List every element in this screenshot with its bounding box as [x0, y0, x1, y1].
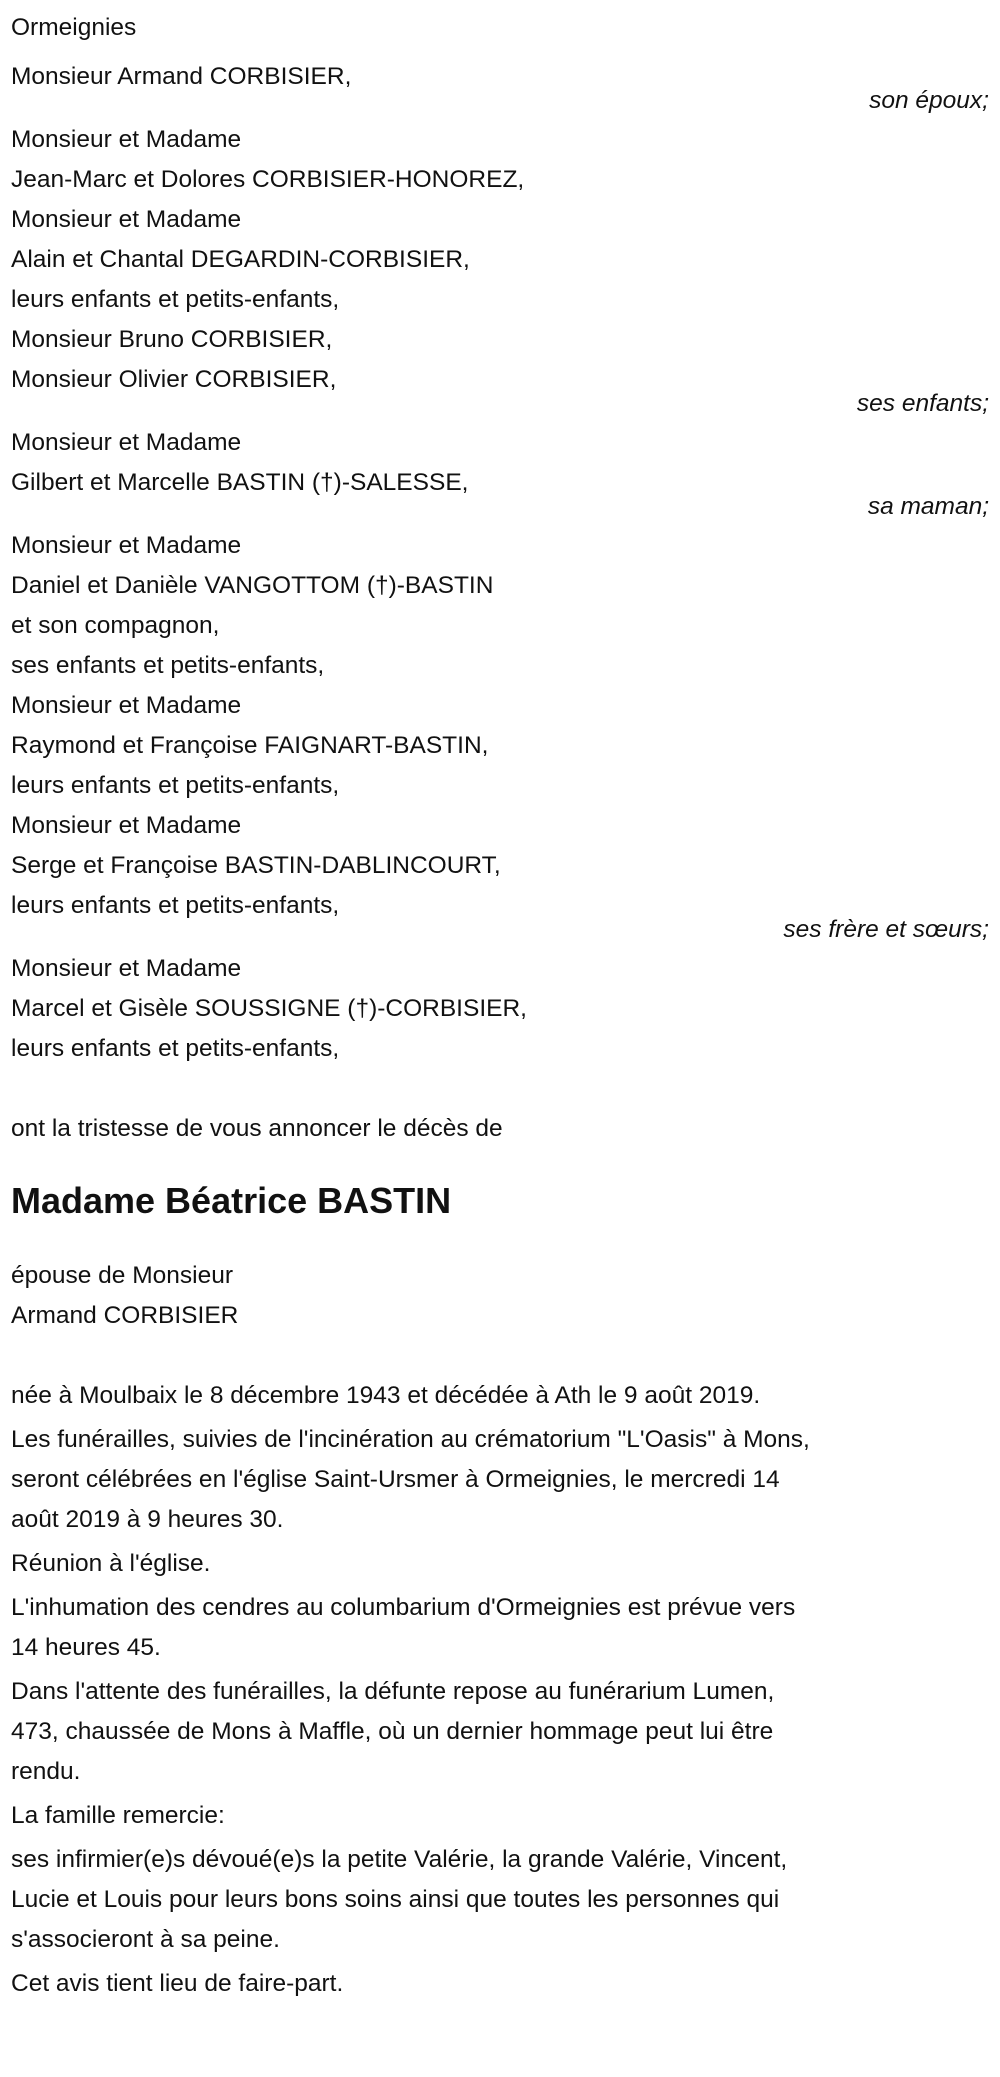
family-line: Daniel et Danièle VANGOTTOM (†)-BASTIN — [11, 572, 494, 599]
family-line: Raymond et Françoise FAIGNART-BASTIN, — [11, 732, 489, 759]
family-list — [11, 57, 989, 1069]
paragraph-line: Dans l'attente des funérailles, la défunte repose au funérarium Lumen, — [11, 1678, 775, 1705]
relationship-label: sa maman; — [867, 493, 989, 520]
family-group — [11, 57, 989, 113]
paragraph-line: rendu. — [11, 1758, 81, 1785]
deceased-name: Madame Béatrice BASTIN — [11, 1180, 452, 1221]
family-line: Monsieur et Madame — [11, 126, 242, 153]
paragraph-line: s'associeront à sa peine. — [11, 1926, 280, 1953]
paragraph-line: née à Moulbaix le 8 décembre 1943 et décédée à Ath le 9 août 2019. — [11, 1382, 761, 1409]
family-line: Jean-Marc et Dolores CORBISIER-HONOREZ, — [11, 166, 525, 193]
family-line: Monsieur et Madame — [11, 812, 242, 839]
family-line: Monsieur et Madame — [11, 532, 242, 559]
paragraph — [11, 1796, 989, 1836]
family-line: leurs enfants et petits-enfants, — [11, 286, 340, 313]
family-group — [11, 423, 989, 519]
family-line: Monsieur et Madame — [11, 692, 242, 719]
paragraph — [11, 1840, 989, 1960]
paragraph-line: La famille remercie: — [11, 1802, 225, 1829]
paragraph-line: 473, chaussée de Mons à Maffle, où un dernier hommage peut lui être — [11, 1718, 774, 1745]
paragraph — [11, 1420, 989, 1540]
family-line: Serge et Françoise BASTIN-DABLINCOURT, — [11, 852, 501, 879]
paragraph-line: Lucie et Louis pour leurs bons soins ainsi que toutes les personnes qui — [11, 1886, 780, 1913]
relationship-label: ses frère et sœurs; — [783, 916, 989, 943]
family-group — [11, 526, 989, 942]
family-line: ses enfants et petits-enfants, — [11, 652, 325, 679]
paragraph — [11, 1376, 989, 1416]
family-line: leurs enfants et petits-enfants, — [11, 892, 340, 919]
family-line: Marcel et Gisèle SOUSSIGNE (†)-CORBISIER, — [11, 995, 527, 1022]
paragraph — [11, 1672, 989, 1792]
paragraph-line: Réunion à l'église. — [11, 1550, 211, 1577]
paragraph-line: ses infirmier(e)s dévoué(e)s la petite Valérie, la grande Valérie, Vincent, — [11, 1846, 788, 1873]
spouse-line: épouse de Monsieur — [11, 1262, 234, 1289]
family-line: leurs enfants et petits-enfants, — [11, 1035, 340, 1062]
location: Ormeignies — [11, 14, 137, 41]
relationship-label: ses enfants; — [856, 390, 989, 417]
family-line: Gilbert et Marcelle BASTIN (†)-SALESSE, — [11, 469, 469, 496]
paragraph-line: Cet avis tient lieu de faire-part. — [11, 1970, 344, 1997]
family-line: Monsieur et Madame — [11, 955, 242, 982]
family-line: Monsieur et Madame — [11, 206, 242, 233]
paragraph-line: L'inhumation des cendres au columbarium d'Ormeignies est prévue vers — [11, 1594, 796, 1621]
paragraph-line: 14 heures 45. — [11, 1634, 161, 1661]
announcement-text: ont la tristesse de vous annoncer le décès de — [11, 1115, 503, 1142]
paragraph-line: août 2019 à 9 heures 30. — [11, 1506, 284, 1533]
family-line: Monsieur Olivier CORBISIER, — [11, 366, 337, 393]
spouse-info — [11, 1256, 989, 1336]
family-line: Monsieur Bruno CORBISIER, — [11, 326, 333, 353]
paragraph — [11, 1588, 989, 1668]
family-line: Monsieur Armand CORBISIER, — [11, 63, 352, 90]
paragraph-line: seront célébrées en l'église Saint-Ursmer à Ormeignies, le mercredi 14 — [11, 1466, 780, 1493]
paragraph — [11, 1964, 989, 2004]
paragraph-line: Les funérailles, suivies de l'incinération au crématorium "L'Oasis" à Mons, — [11, 1426, 810, 1453]
relationship-label: son époux; — [869, 87, 989, 114]
family-line: Monsieur et Madame — [11, 429, 242, 456]
details — [11, 1376, 989, 2004]
spouse-line: Armand CORBISIER — [11, 1302, 239, 1329]
paragraph — [11, 1544, 989, 1584]
family-line: Alain et Chantal DEGARDIN-CORBISIER, — [11, 246, 470, 273]
family-group — [11, 949, 989, 1069]
family-line: leurs enfants et petits-enfants, — [11, 772, 340, 799]
family-group — [11, 120, 989, 416]
family-line: et son compagnon, — [11, 612, 220, 639]
